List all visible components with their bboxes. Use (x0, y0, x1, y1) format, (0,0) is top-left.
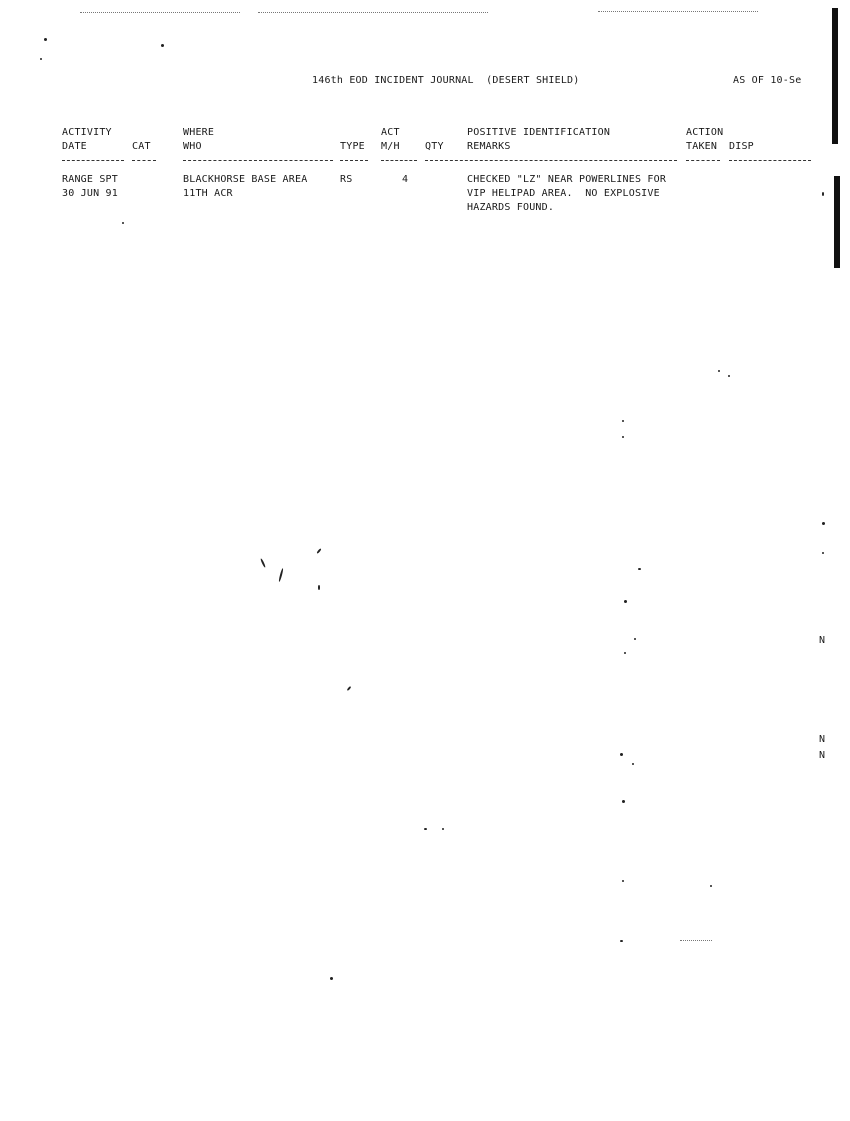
speck (44, 38, 47, 41)
speck (634, 638, 636, 640)
header-rule-type (340, 160, 368, 161)
margin-mark: N (819, 635, 826, 646)
col-type-label: TYPE (340, 141, 365, 152)
speck (822, 192, 824, 196)
speck (718, 370, 720, 372)
speck (330, 977, 333, 980)
col-action-label: ACTION (686, 127, 724, 138)
row-type: RS (340, 174, 353, 185)
speck (122, 222, 124, 224)
speck (278, 568, 284, 582)
header-rule-date (62, 160, 124, 161)
col-remarks-label: REMARKS (467, 141, 511, 152)
scan-artifact (680, 940, 712, 942)
col-activity-label: ACTIVITY (62, 127, 112, 138)
speck (822, 522, 825, 525)
col-cat-label: CAT (132, 141, 151, 152)
col-positive-id-label: POSITIVE IDENTIFICATION (467, 127, 611, 138)
speck (260, 558, 266, 568)
header-rule-disp (729, 160, 811, 161)
speck (632, 763, 634, 765)
scan-artifact-top-left (80, 12, 240, 14)
scan-edge-bar (832, 8, 838, 144)
speck (624, 652, 626, 654)
header-rule-act (381, 160, 417, 161)
row-date: 30 JUN 91 (62, 188, 118, 199)
col-where-label: WHERE (183, 127, 215, 138)
journal-title: 146th EOD INCIDENT JOURNAL (DESERT SHIELD) (312, 75, 580, 86)
header-rule-action (686, 160, 720, 161)
speck (347, 686, 352, 691)
margin-mark: N (819, 750, 826, 761)
scan-artifact-top-middle (258, 12, 488, 14)
row-where: BLACKHORSE BASE AREA (183, 174, 308, 185)
row-remarks-line-2: VIP HELIPAD AREA. NO EXPLOSIVE (467, 188, 660, 199)
speck (624, 600, 627, 603)
speck (424, 828, 427, 830)
speck (40, 58, 42, 60)
header-rule-where (183, 160, 333, 161)
row-remarks-line-3: HAZARDS FOUND. (467, 202, 555, 213)
header-rule-cat (132, 160, 156, 161)
scan-edge-bar (834, 176, 840, 268)
col-mh-label: M/H (381, 141, 400, 152)
row-remarks-line-1: CHECKED "LZ" NEAR POWERLINES FOR (467, 174, 667, 185)
speck (161, 44, 164, 47)
speck (622, 420, 624, 422)
row-activity: RANGE SPT (62, 174, 118, 185)
speck (622, 880, 624, 882)
speck (620, 940, 623, 942)
speck (316, 548, 321, 554)
header-rule-remarks (425, 160, 677, 161)
scan-artifact-top-right (598, 11, 758, 13)
as-of-date: AS OF 10-Se (733, 75, 802, 86)
speck (622, 436, 624, 438)
speck (710, 885, 712, 887)
col-act-label: ACT (381, 127, 400, 138)
speck (638, 568, 641, 570)
col-date-label: DATE (62, 141, 87, 152)
speck (622, 800, 625, 803)
col-who-label: WHO (183, 141, 202, 152)
speck (822, 552, 824, 554)
col-qty-label: QTY (425, 141, 444, 152)
col-disp-label: DISP (729, 141, 754, 152)
row-act-mh: 4 (402, 174, 409, 185)
margin-mark: N (819, 734, 826, 745)
row-who: 11TH ACR (183, 188, 233, 199)
speck (728, 375, 730, 377)
speck (318, 585, 320, 590)
col-taken-label: TAKEN (686, 141, 718, 152)
speck (620, 753, 623, 756)
speck (442, 828, 444, 830)
